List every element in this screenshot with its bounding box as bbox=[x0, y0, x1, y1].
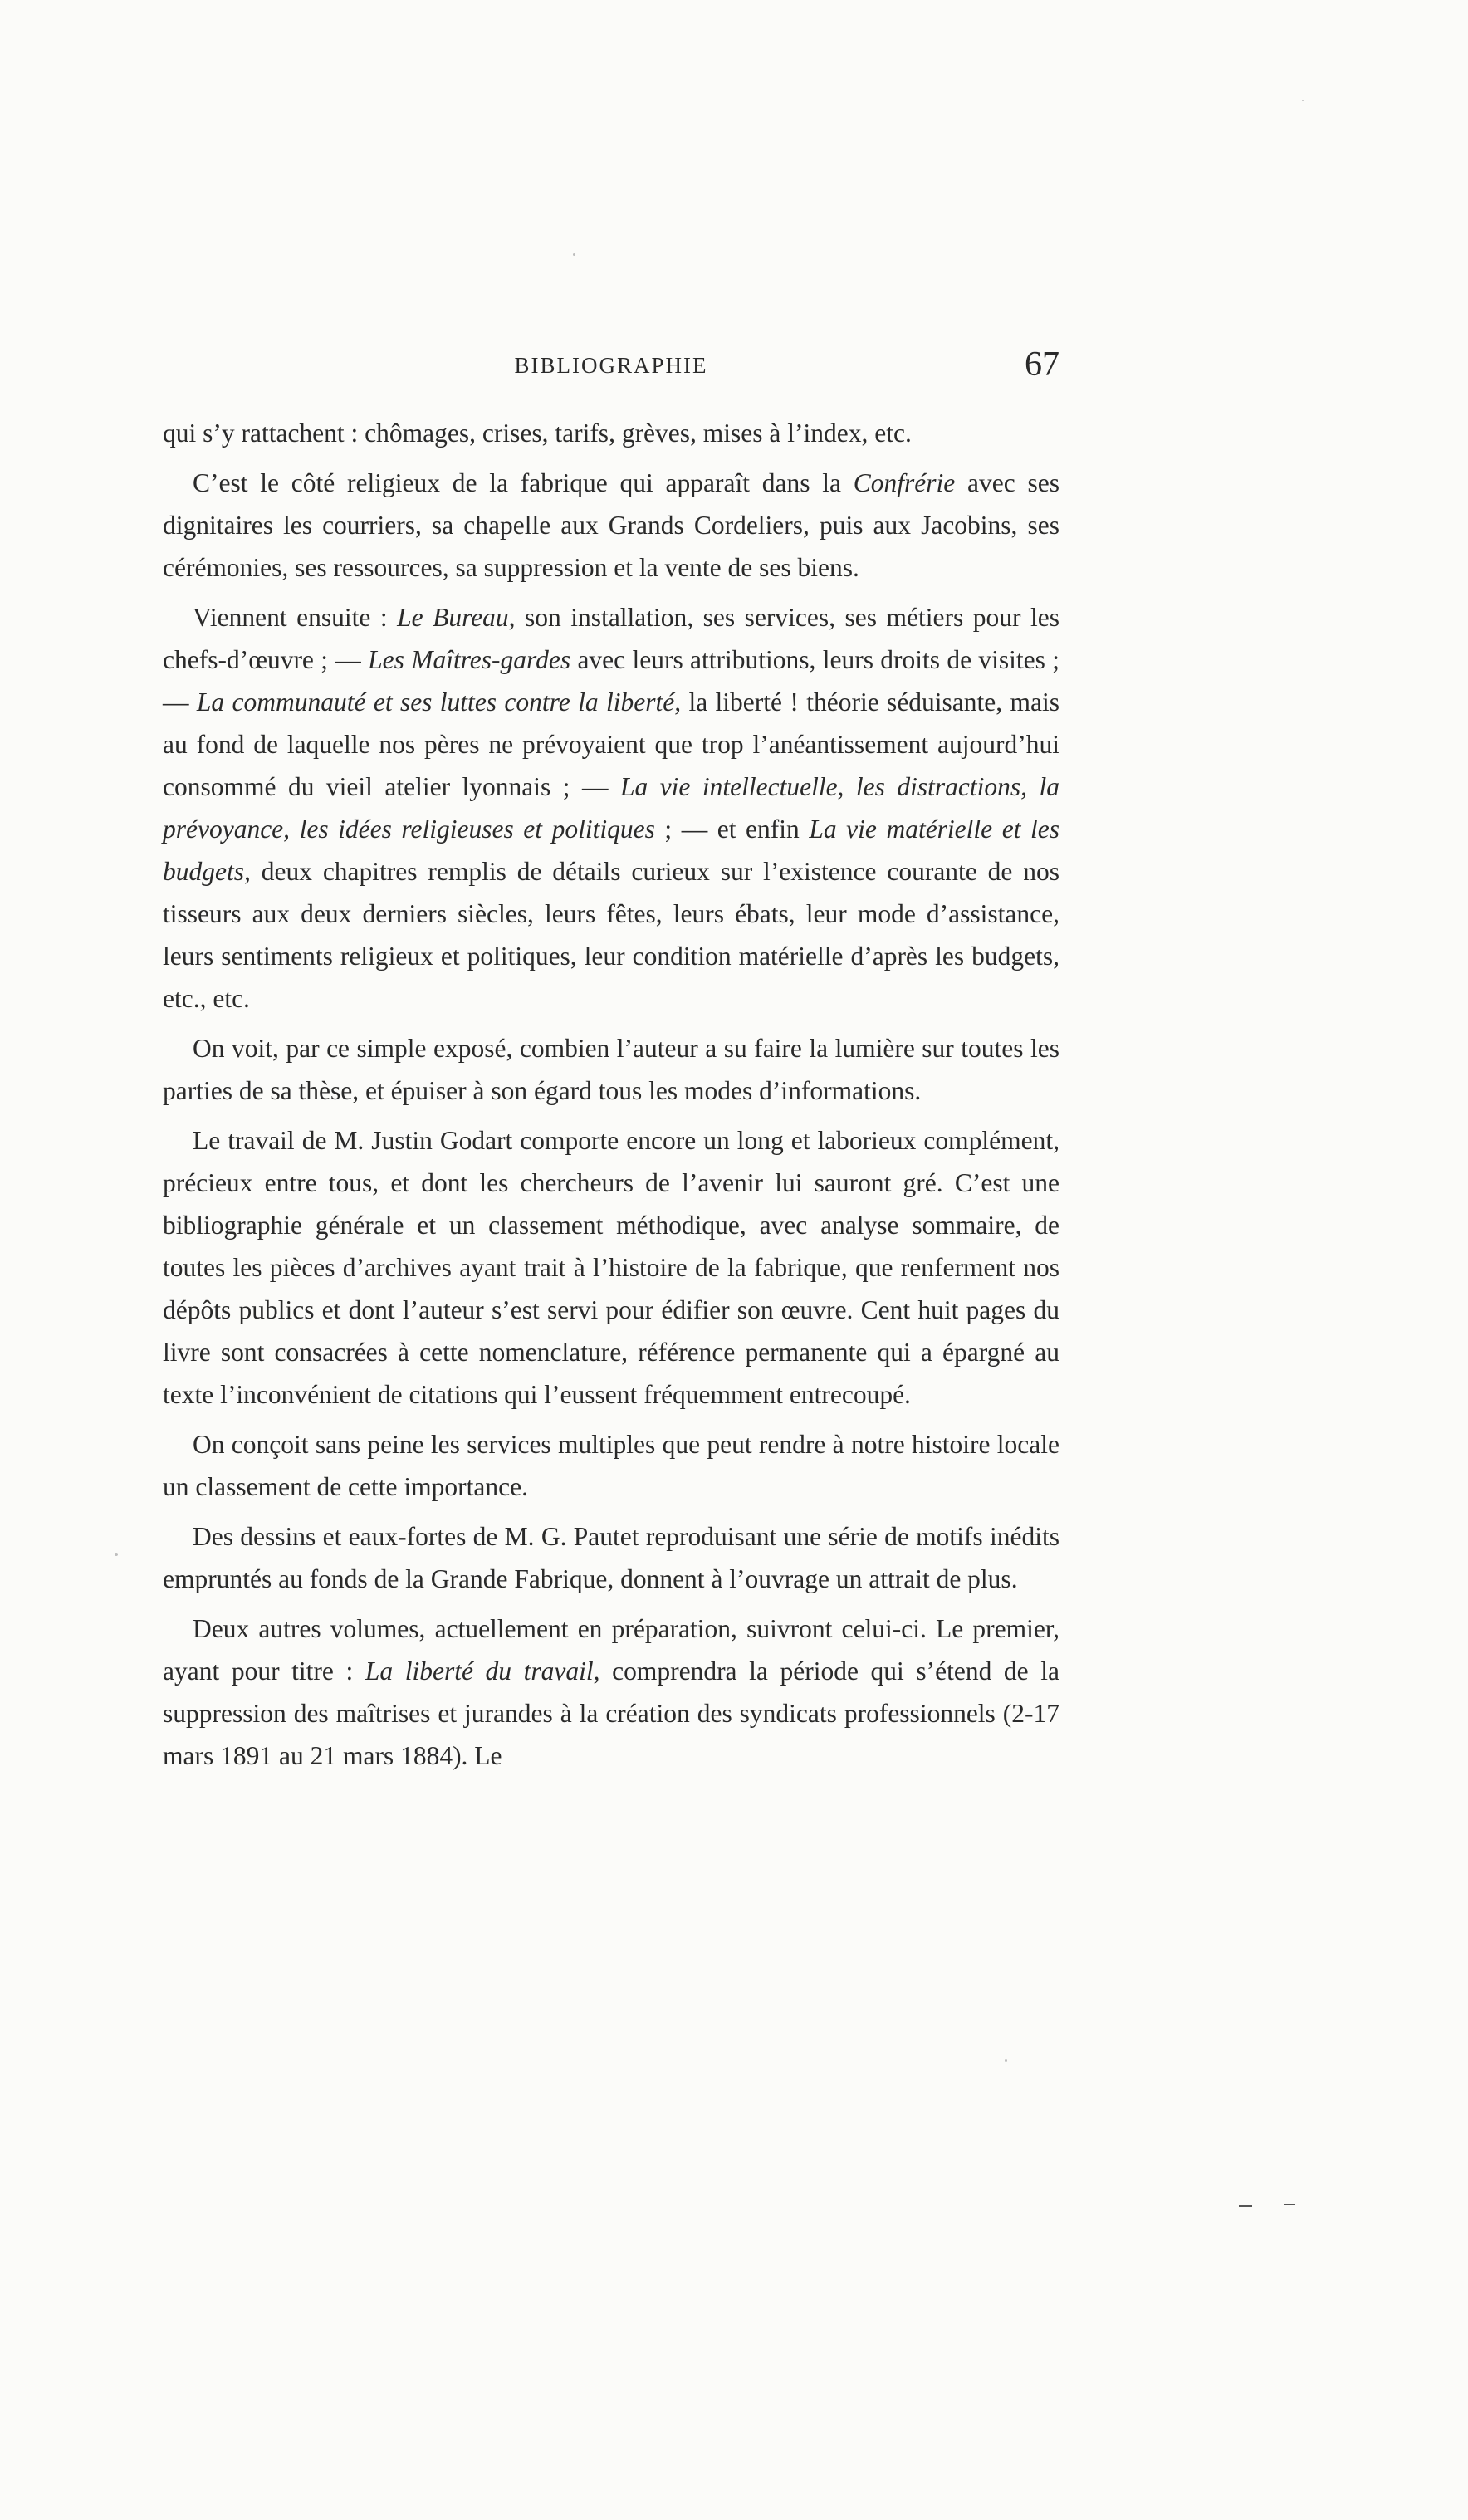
text-run: On voit, par ce simple exposé, combien l’auteur a su faire la lumière sur toutes les parties de sa thèse, et épuiser à son égard tous les modes d’informations. bbox=[163, 1034, 1059, 1105]
body-paragraph bbox=[163, 1119, 1059, 1416]
margin-mark bbox=[1239, 2205, 1252, 2207]
italic-title: La vie intellectuelle, les distractions, la prévoyance, les idées religieuses et politiques bbox=[163, 772, 1059, 844]
text-run: avec leurs attributions, leurs droits de visites ; — bbox=[163, 645, 1059, 717]
text-run: qui s’y rattachent : chômages, crises, tarifs, grèves, mises à l’index, etc. bbox=[163, 418, 912, 448]
italic-title: La vie matérielle et les budgets, bbox=[163, 815, 1059, 886]
text-run: On conçoit sans peine les services multiples que peut rendre à notre histoire locale un classement de cette importance. bbox=[163, 1430, 1059, 1501]
text-run: Le travail de M. Justin Godart comporte encore un long et laborieux complément, précieux entre tous, et dont les chercheurs de l’avenir lui sauront gré. C’est une bibliographie générale et un classement méthodique, avec analyse sommaire, de toutes les pièces d’archives ayant trait à l’histoire de la fabrique, que renferment nos dépôts publics et dont l’auteur s’est servi pour édifier son œuvre. Cent huit pages du livre sont consacrées à cette nomenclature, référence permanente qui a épargné au texte l’inconvénient de citations qui l’eussent fréquemment entrecoupé. bbox=[163, 1126, 1059, 1409]
body-text bbox=[163, 412, 1059, 1784]
italic-title: Le Bureau, bbox=[397, 603, 516, 632]
paper-speck bbox=[573, 253, 575, 256]
italic-title: La communauté et ses luttes contre la liberté, bbox=[196, 687, 682, 717]
text-run: son installation, ses services, ses métiers pour les chefs-d’œuvre ; — bbox=[163, 603, 1059, 674]
body-paragraph bbox=[163, 1515, 1059, 1600]
body-paragraph bbox=[163, 412, 1059, 454]
text-run: Viennent ensuite : bbox=[193, 603, 398, 632]
running-title: BIBLIOGRAPHIE bbox=[514, 353, 708, 378]
italic-title: La liberté du travail, bbox=[365, 1656, 600, 1686]
body-paragraph bbox=[163, 1423, 1059, 1508]
paper-speck bbox=[1302, 100, 1304, 101]
text-run: avec ses dignitaires les courriers, sa chapelle aux Grands Cordeliers, puis aux Jacobins, ses cérémonies, ses ressources, sa suppression et la vente de ses biens. bbox=[163, 468, 1059, 582]
text-run: deux chapitres remplis de détails curieux sur l’existence courante de nos tisseurs aux deux derniers siècles, leurs fêtes, leurs ébats, leur mode d’assistance, leurs sentiments religieux et politiques, leur condition matérielle d’après les budgets, etc., etc. bbox=[163, 857, 1059, 1013]
body-paragraph bbox=[163, 462, 1059, 589]
body-paragraph bbox=[163, 1027, 1059, 1112]
text-run: ; — et enfin bbox=[654, 815, 810, 844]
running-head bbox=[163, 345, 1059, 394]
text-run: comprendra la période qui s’étend de la suppression des maîtrises et jurandes à la création des syndicats professionnels (2-17 mars 1891 au 21 mars 1884). Le bbox=[163, 1656, 1060, 1770]
italic-title: Confrérie bbox=[853, 468, 956, 497]
italic-title: Les Maîtres-gardes bbox=[368, 645, 571, 674]
body-paragraph bbox=[163, 1607, 1059, 1777]
margin-mark bbox=[1284, 2204, 1295, 2205]
text-run: la liberté ! théorie séduisante, mais au fond de laquelle nos pères ne prévoyaient que trop l’anéantissement aujourd’hui consommé du vieil atelier lyonnais ; — bbox=[163, 687, 1060, 801]
text-run: C’est le côté religieux de la fabrique qui apparaît dans la bbox=[193, 468, 854, 497]
text-run: Deux autres volumes, actuellement en préparation, suivront celui-ci. Le premier, ayant pour titre : bbox=[163, 1614, 1059, 1686]
paper-speck bbox=[115, 1553, 118, 1556]
paper-speck bbox=[1005, 2059, 1007, 2062]
text-run: Des dessins et eaux-fortes de M. G. Pautet reproduisant une série de motifs inédits empruntés au fonds de la Grande Fabrique, donnent à l’ouvrage un attrait de plus. bbox=[163, 1522, 1059, 1593]
body-paragraph bbox=[163, 596, 1059, 1020]
page-number: 67 bbox=[1025, 345, 1059, 384]
